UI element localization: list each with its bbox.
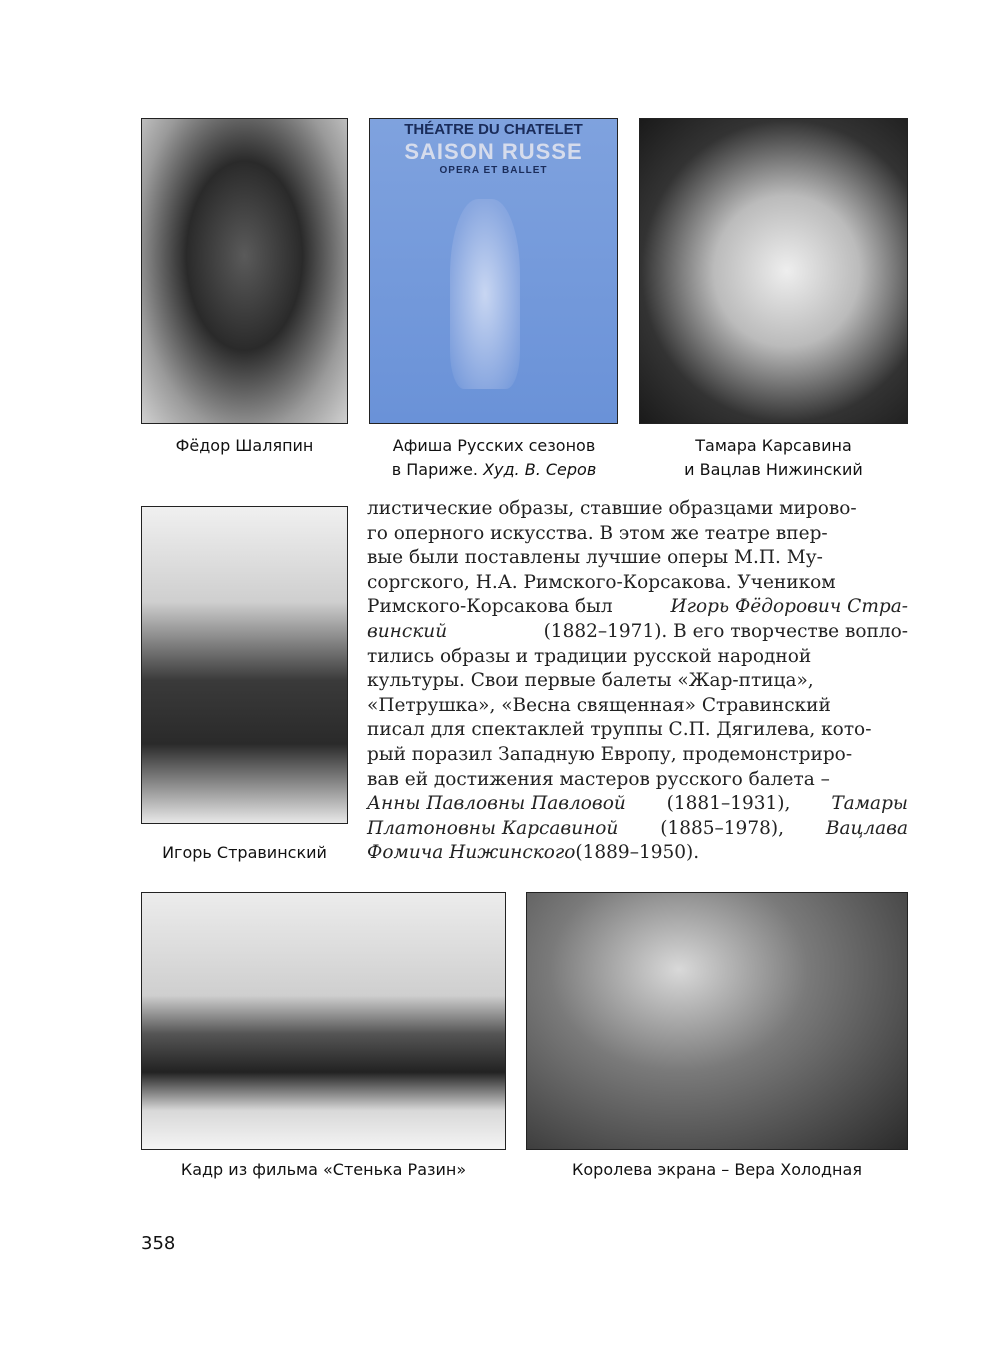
caption-karsavina-line2: и Вацлав Нижинский <box>684 460 863 479</box>
poster-line3: OPERA ET BALLET <box>439 165 548 176</box>
text-line: листические образы, ставшие образцами мирово- <box>367 498 857 519</box>
text-line <box>367 817 908 842</box>
photo-vera-kholodnaya <box>526 892 908 1150</box>
text-segment: (1882–1971). В его творчестве вопло- <box>543 620 908 642</box>
caption-poster-line2: в Париже. <box>391 460 484 479</box>
caption-karsavina <box>639 434 908 482</box>
text-italic: Платоновны Карсавиной <box>367 817 619 839</box>
text-line <box>367 841 908 866</box>
photo-stenka-razin <box>141 892 506 1150</box>
text-segment: Римского-Корсакова был <box>367 596 613 618</box>
text-segment: (1885–1978), <box>660 817 784 839</box>
text-line: «Петрушка», «Весна священная» Стравинский <box>367 694 831 716</box>
photo-karsavina-nijinsky <box>639 118 908 424</box>
text-line: вые были поставлены лучшие оперы М.П. Му- <box>367 547 823 569</box>
text-line: го оперного искусства. В этом же театре впер- <box>367 522 828 544</box>
poster-line2: SAISON RUSSE <box>404 139 583 164</box>
dancer-figure <box>450 199 520 389</box>
photo-chaliapin <box>141 118 348 424</box>
text-italic: винский <box>367 620 448 642</box>
caption-poster-artist: Худ. В. Серов <box>483 460 597 479</box>
text-line <box>367 792 908 817</box>
text-line: тились образы и традиции русской народной <box>367 645 812 667</box>
text-italic: Вацлава <box>825 817 908 839</box>
caption-stravinsky: Игорь Стравинский <box>162 843 327 862</box>
text-segment: (1889–1950). <box>575 842 700 864</box>
caption-stenka-razin: Кадр из фильма «Стенька Разин» <box>180 1160 467 1179</box>
caption-chaliapin: Фёдор Шаляпин <box>175 436 314 455</box>
text-italic: Тамары <box>831 793 908 815</box>
text-italic: Фомича Нижинского <box>367 842 576 864</box>
text-line <box>367 595 908 620</box>
photo-poster <box>369 118 618 424</box>
caption-kholodnaya: Королева экрана – Вера Холодная <box>572 1160 862 1179</box>
caption-karsavina-line1: Тамара Карсавина <box>695 436 852 455</box>
text-line: соргского, Н.А. Римского-Корсакова. Учеником <box>367 571 836 593</box>
page-number: 358 <box>141 1233 176 1254</box>
text-italic: Игорь Фёдорович Стра- <box>670 596 908 618</box>
text-line: писал для спектаклей труппы С.П. Дягилева, кото- <box>367 719 872 741</box>
text-line: вав ей достижения мастеров русского балета – <box>367 768 830 790</box>
poster-line1: THÉATRE DU CHATELET <box>404 121 583 138</box>
caption-poster-line1: Афиша Русских сезонов <box>392 436 596 455</box>
text-line: культуры. Свои первые балеты «Жар-птица», <box>367 670 814 692</box>
photo-stravinsky <box>141 506 348 824</box>
caption-poster <box>360 434 628 482</box>
text-italic: Анны Павловны Павловой <box>367 793 626 815</box>
text-segment: (1881–1931), <box>666 793 791 815</box>
text-line <box>367 620 908 645</box>
text-line: рый поразил Западную Европу, продемонстриро- <box>367 743 853 765</box>
body-text <box>367 497 908 866</box>
